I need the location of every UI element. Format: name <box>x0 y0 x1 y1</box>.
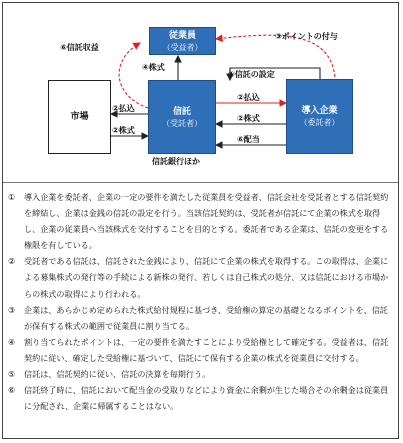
employee-sub: （受益者） <box>162 42 203 52</box>
trust-caption: 信託銀行ほか <box>152 157 200 166</box>
note-text: 企業は、あらかじめ定められた株式給付規程に基づき、受給権の算定の基礎となるポイントを、信託が保有する株式の範囲で従業員に割り当てる。 <box>24 304 388 331</box>
label-payment-company: ②払込 <box>237 93 260 102</box>
note-item <box>8 302 392 334</box>
note-text: 受託者である信託は、信託された金銭により、信託にて企業の株式を取得する。この取得は、企業による募集株式の発行等の手続による新株の発行、若しくは自己株式の処分、又は信託における市場からの株式の取得により行われる。 <box>24 256 389 299</box>
note-number: ⑤ <box>8 369 16 380</box>
trust-sub: （受託者） <box>162 118 202 128</box>
note-item <box>8 253 392 301</box>
label-stock-market: ②株式 <box>112 126 135 135</box>
market-box <box>48 80 111 154</box>
company-sub: （委託者） <box>299 118 340 127</box>
label-trust-setup: ①信託の設定 <box>228 70 275 79</box>
note-item <box>8 189 392 253</box>
note-number: ④ <box>8 336 16 347</box>
market-title: 市場 <box>70 112 89 122</box>
label-dividend: ⑥配当 <box>237 135 260 144</box>
employee-title: 従業員 <box>168 30 196 41</box>
note-number: ③ <box>8 304 16 315</box>
divider <box>3 182 398 183</box>
note-number: ① <box>8 192 16 202</box>
note-number: ② <box>8 256 16 267</box>
note-text: 導入企業を委託者、企業の一定の要件を満たした従業員を受益者、信託会社を受託者とする信託契約を締結し、企業は金銭の信託の設定を行う。当該信託契約は、受託者が信託にて企業の株式を取得し、企業の従業員へ当該株式を交付することを目的とする。委託者である企業は、信託の変更をする権限を有している。 <box>24 192 389 251</box>
company-box <box>286 79 353 154</box>
label-point-grant: ③ポイントの付与 <box>275 32 338 41</box>
company-title: 導入企業 <box>301 106 338 116</box>
note-item <box>8 366 392 382</box>
note-item <box>8 334 392 366</box>
notes-list <box>8 189 392 414</box>
label-stock-company: ②株式 <box>237 114 260 123</box>
trust-title: 信託 <box>172 106 191 117</box>
note-text: 信託は、信託契約に従い、信託の決算を毎期行う。 <box>24 369 211 380</box>
note-text: 割り当てられたポイントは、一定の要件を満たすことにより受給権として確定する。受益者は、信託契約に従い、確定した受給権に基づいて、信託にて保有する企業の株式を従業員に交付する。 <box>24 336 389 363</box>
employee-box <box>149 27 216 55</box>
label-payment-market: ②払込 <box>112 104 135 113</box>
label-trust-benefit: ⑥信託収益 <box>60 43 99 52</box>
label-stock-employee: ④株式 <box>142 63 165 72</box>
note-number: ⑥ <box>8 385 16 396</box>
trust-box <box>148 80 216 154</box>
note-text: 信託終了時に、信託において配当金の受取りなどにより資金に余剰が生じた場合その余剰金は従業員に分配され、企業に帰属することはない。 <box>24 385 389 412</box>
arrow-trust-benefit <box>119 43 148 108</box>
note-item <box>8 382 392 414</box>
